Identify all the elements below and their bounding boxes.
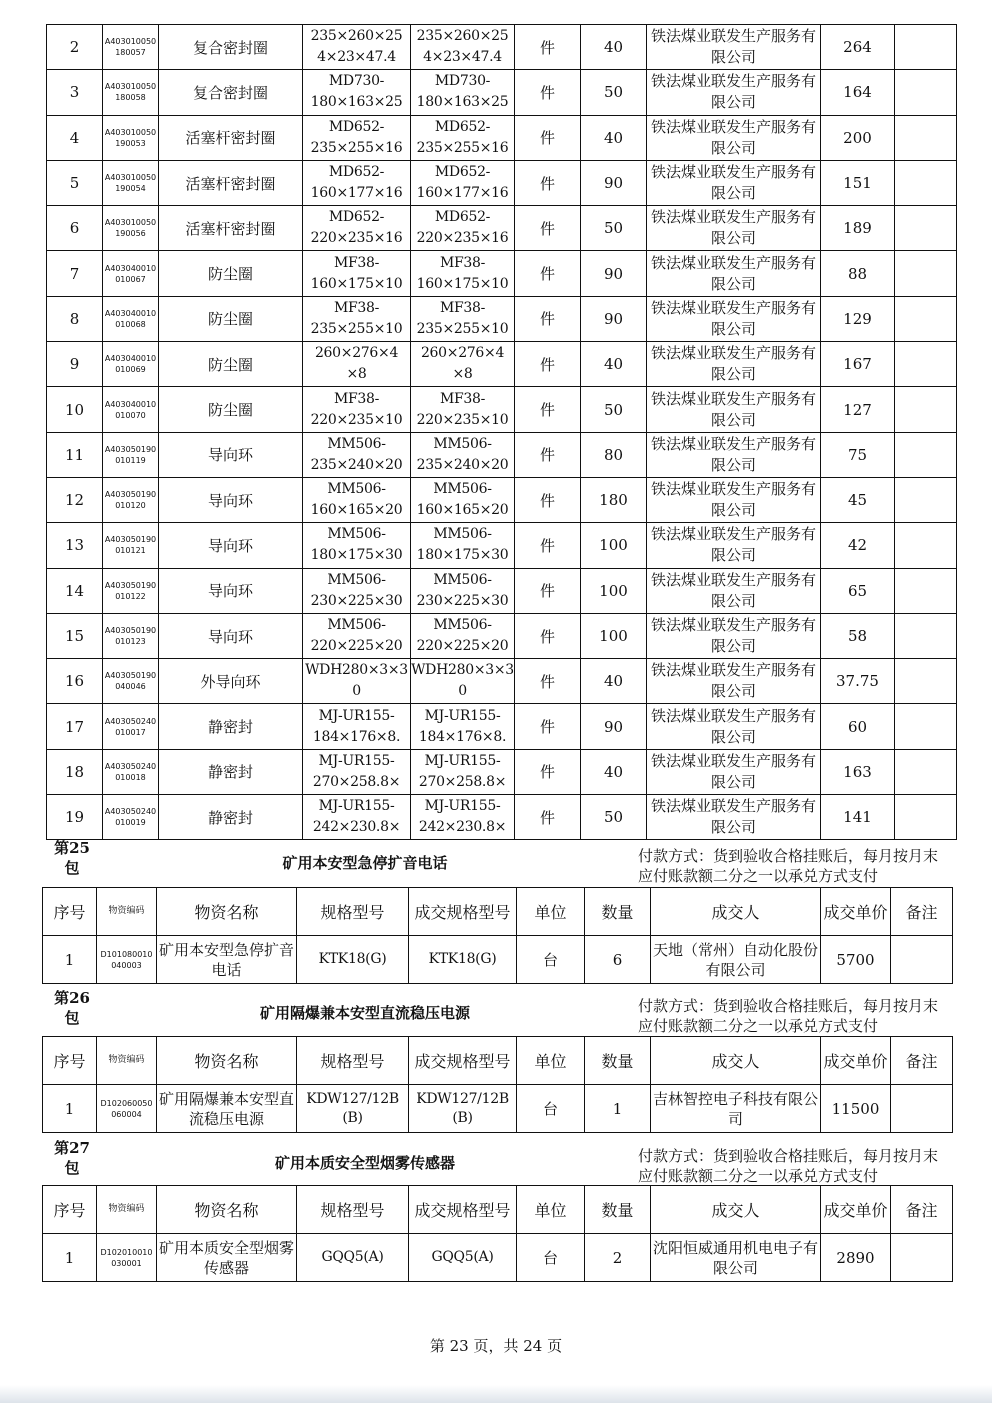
qty-cell: 90 <box>581 160 647 205</box>
vendor-cell: 铁法煤业联发生产服务有限公司 <box>647 25 821 70</box>
header-code: 物资编码 <box>97 888 157 936</box>
header-spec: 规格型号 <box>297 1186 409 1234</box>
vendor-cell: 铁法煤业联发生产服务有限公司 <box>647 795 821 840</box>
header-code: 物资编码 <box>97 1037 157 1085</box>
table-row <box>47 613 957 658</box>
seq-cell: 15 <box>47 613 103 658</box>
vendor-cell: 铁法煤业联发生产服务有限公司 <box>647 251 821 296</box>
name-cell: 复合密封圈 <box>159 70 303 115</box>
deal-spec-cell: MF38- 160×175×10 <box>411 251 515 296</box>
seq-cell: 6 <box>47 206 103 251</box>
unit-cell: 件 <box>515 749 581 794</box>
name-cell: 防尘圈 <box>159 342 303 387</box>
price-cell: 167 <box>821 342 895 387</box>
header-note: 备注 <box>891 1186 953 1234</box>
qty-cell: 180 <box>581 477 647 522</box>
name-cell: 外导向环 <box>159 659 303 704</box>
note-cell <box>891 936 953 984</box>
qty-cell: 40 <box>581 25 647 70</box>
vendor-cell: 铁法煤业联发生产服务有限公司 <box>647 387 821 432</box>
price-cell: 200 <box>821 115 895 160</box>
name-cell: 导向环 <box>159 477 303 522</box>
name-cell: 防尘圈 <box>159 251 303 296</box>
seq-cell: 3 <box>47 70 103 115</box>
seq-cell: 8 <box>47 296 103 341</box>
deal-spec-cell: KDW127/12B (B) <box>409 1085 517 1133</box>
package-title: 矿用本质安全型烟雾传感器 <box>274 1154 455 1172</box>
unit-cell: 件 <box>515 387 581 432</box>
unit-cell: 台 <box>517 936 585 984</box>
header-note: 备注 <box>891 1037 953 1085</box>
note-cell <box>895 523 957 568</box>
seq-cell: 17 <box>47 704 103 749</box>
unit-cell: 件 <box>515 25 581 70</box>
header-code: 物资编码 <box>97 1186 157 1234</box>
qty-cell: 90 <box>581 704 647 749</box>
code-cell: A403050190 010121 <box>103 523 159 568</box>
package-title: 矿用本安型急停扩音电话 <box>282 854 448 872</box>
note-cell <box>895 795 957 840</box>
qty-cell: 90 <box>581 251 647 296</box>
note-cell <box>895 251 957 296</box>
header-note: 备注 <box>891 888 953 936</box>
deal-spec-cell: 235×260×25 4×23×47.4 <box>411 25 515 70</box>
spec-cell: MD652- 160×177×16 <box>303 160 411 205</box>
unit-cell: 件 <box>515 568 581 613</box>
package-table <box>42 887 953 984</box>
seq-cell: 1 <box>43 1085 97 1133</box>
name-cell: 导向环 <box>159 432 303 477</box>
seq-cell: 12 <box>47 477 103 522</box>
note-cell <box>895 296 957 341</box>
code-cell: A403050190 040046 <box>103 659 159 704</box>
code-cell: D102060050 060004 <box>97 1085 157 1133</box>
seq-cell: 10 <box>47 387 103 432</box>
price-cell: 11500 <box>821 1085 891 1133</box>
vendor-cell: 铁法煤业联发生产服务有限公司 <box>647 613 821 658</box>
spec-cell: 235×260×25 4×23×47.4 <box>303 25 411 70</box>
header-deal-spec: 成交规格型号 <box>409 888 517 936</box>
note-cell <box>895 477 957 522</box>
qty-cell: 50 <box>581 206 647 251</box>
unit-cell: 件 <box>515 523 581 568</box>
deal-spec-cell: MM506- 180×175×30 <box>411 523 515 568</box>
seq-cell: 4 <box>47 115 103 160</box>
header-deal-spec: 成交规格型号 <box>409 1186 517 1234</box>
table-row <box>43 1085 953 1133</box>
name-cell: 静密封 <box>159 749 303 794</box>
seq-cell: 1 <box>43 936 97 984</box>
header-qty: 数量 <box>585 888 651 936</box>
vendor-cell: 铁法煤业联发生产服务有限公司 <box>647 749 821 794</box>
seq-cell: 13 <box>47 523 103 568</box>
header-deal-spec: 成交规格型号 <box>409 1037 517 1085</box>
package-label: 第25 包 <box>54 839 90 877</box>
code-cell: A403050240 010019 <box>103 795 159 840</box>
name-cell: 防尘圈 <box>159 387 303 432</box>
seq-cell: 5 <box>47 160 103 205</box>
code-cell: A403050190 010123 <box>103 613 159 658</box>
price-cell: 88 <box>821 251 895 296</box>
name-cell: 活塞杆密封圈 <box>159 115 303 160</box>
table-row <box>47 659 957 704</box>
price-cell: 189 <box>821 206 895 251</box>
deal-spec-cell: MD652- 235×255×16 <box>411 115 515 160</box>
qty-cell: 6 <box>585 936 651 984</box>
vendor-cell: 铁法煤业联发生产服务有限公司 <box>647 659 821 704</box>
note-cell <box>895 115 957 160</box>
note-cell <box>895 613 957 658</box>
note-cell <box>895 749 957 794</box>
price-cell: 264 <box>821 25 895 70</box>
vendor-cell: 铁法煤业联发生产服务有限公司 <box>647 477 821 522</box>
price-cell: 141 <box>821 795 895 840</box>
table-row <box>47 251 957 296</box>
price-cell: 163 <box>821 749 895 794</box>
unit-cell: 件 <box>515 795 581 840</box>
name-cell: 矿用本安型急停扩音电话 <box>157 936 297 984</box>
name-cell: 静密封 <box>159 795 303 840</box>
spec-cell: MD652- 220×235×16 <box>303 206 411 251</box>
price-cell: 5700 <box>821 936 891 984</box>
table-row <box>47 115 957 160</box>
vendor-cell: 铁法煤业联发生产服务有限公司 <box>647 432 821 477</box>
code-cell: A403010050 180057 <box>103 25 159 70</box>
table-row <box>47 70 957 115</box>
spec-cell: MJ-UR155- 270×258.8× <box>303 749 411 794</box>
qty-cell: 40 <box>581 749 647 794</box>
vendor-cell: 铁法煤业联发生产服务有限公司 <box>647 523 821 568</box>
unit-cell: 件 <box>515 659 581 704</box>
qty-cell: 80 <box>581 432 647 477</box>
code-cell: A403050190 010120 <box>103 477 159 522</box>
header-unit: 单位 <box>517 1037 585 1085</box>
name-cell: 活塞杆密封圈 <box>159 160 303 205</box>
table-row <box>47 296 957 341</box>
vendor-cell: 铁法煤业联发生产服务有限公司 <box>647 160 821 205</box>
qty-cell: 100 <box>581 523 647 568</box>
header-seq: 序号 <box>43 888 97 936</box>
qty-cell: 40 <box>581 659 647 704</box>
note-cell <box>895 387 957 432</box>
spec-cell: MF38- 220×235×10 <box>303 387 411 432</box>
note-cell <box>895 206 957 251</box>
header-row <box>43 1186 953 1234</box>
note-cell <box>895 160 957 205</box>
qty-cell: 40 <box>581 342 647 387</box>
spec-cell: MD730- 180×163×25 <box>303 70 411 115</box>
table-row <box>47 795 957 840</box>
table-row <box>47 749 957 794</box>
package-title: 矿用隔爆兼本安型直流稳压电源 <box>259 1004 470 1022</box>
deal-spec-cell: MF38- 235×255×10 <box>411 296 515 341</box>
qty-cell: 50 <box>581 70 647 115</box>
qty-cell: 100 <box>581 613 647 658</box>
seq-cell: 16 <box>47 659 103 704</box>
header-name: 物资名称 <box>157 1186 297 1234</box>
vendor-cell: 铁法煤业联发生产服务有限公司 <box>647 296 821 341</box>
header-price: 成交单价 <box>821 888 891 936</box>
seq-cell: 2 <box>47 25 103 70</box>
payment-terms: 付款方式：货到验收合格挂账后，每月按月末应付账款额二分之一以承兑方式支付 <box>638 1147 939 1185</box>
table-row <box>43 1234 953 1282</box>
qty-cell: 90 <box>581 296 647 341</box>
header-seq: 序号 <box>43 1037 97 1085</box>
qty-cell: 40 <box>581 115 647 160</box>
vendor-cell: 铁法煤业联发生产服务有限公司 <box>647 704 821 749</box>
code-cell: A403040010 010068 <box>103 296 159 341</box>
name-cell: 导向环 <box>159 568 303 613</box>
materials-table <box>46 24 957 840</box>
table-row <box>47 704 957 749</box>
unit-cell: 件 <box>515 160 581 205</box>
price-cell: 60 <box>821 704 895 749</box>
deal-spec-cell: MM506- 220×225×20 <box>411 613 515 658</box>
unit-cell: 件 <box>515 251 581 296</box>
name-cell: 矿用本质安全型烟雾传感器 <box>157 1234 297 1282</box>
code-cell: A403050190 010122 <box>103 568 159 613</box>
note-cell <box>895 25 957 70</box>
code-cell: D101080010 040003 <box>97 936 157 984</box>
code-cell: A403010050 190056 <box>103 206 159 251</box>
code-cell: A403040010 010070 <box>103 387 159 432</box>
name-cell: 复合密封圈 <box>159 25 303 70</box>
spec-cell: MM506- 180×175×30 <box>303 523 411 568</box>
seq-cell: 11 <box>47 432 103 477</box>
code-cell: A403050240 010017 <box>103 704 159 749</box>
unit-cell: 件 <box>515 342 581 387</box>
package-label: 第27 包 <box>54 1139 90 1177</box>
table-row <box>43 936 953 984</box>
header-spec: 规格型号 <box>297 1037 409 1085</box>
header-vendor: 成交人 <box>651 888 821 936</box>
spec-cell: MM506- 235×240×20 <box>303 432 411 477</box>
spec-cell: MM506- 230×225×30 <box>303 568 411 613</box>
deal-spec-cell: MF38- 220×235×10 <box>411 387 515 432</box>
payment-terms: 付款方式：货到验收合格挂账后，每月按月末应付账款额二分之一以承兑方式支付 <box>638 847 939 885</box>
price-cell: 127 <box>821 387 895 432</box>
table-row <box>47 523 957 568</box>
spec-cell: MM506- 220×225×20 <box>303 613 411 658</box>
name-cell: 矿用隔爆兼本安型直流稳压电源 <box>157 1085 297 1133</box>
page-number: 第 23 页，共 24 页 <box>429 1337 563 1355</box>
deal-spec-cell: 260×276×4 ×8 <box>411 342 515 387</box>
price-cell: 75 <box>821 432 895 477</box>
vendor-cell: 铁法煤业联发生产服务有限公司 <box>647 115 821 160</box>
unit-cell: 台 <box>517 1085 585 1133</box>
header-price: 成交单价 <box>821 1037 891 1085</box>
code-cell: D102010010 030001 <box>97 1234 157 1282</box>
header-vendor: 成交人 <box>651 1186 821 1234</box>
spec-cell: MM506- 160×165×20 <box>303 477 411 522</box>
note-cell <box>895 704 957 749</box>
deal-spec-cell: MD652- 220×235×16 <box>411 206 515 251</box>
table-row <box>47 160 957 205</box>
spec-cell: MD652- 235×255×16 <box>303 115 411 160</box>
header-row <box>43 888 953 936</box>
header-qty: 数量 <box>585 1037 651 1085</box>
spec-cell: KTK18(G) <box>297 936 409 984</box>
name-cell: 导向环 <box>159 613 303 658</box>
unit-cell: 件 <box>515 115 581 160</box>
seq-cell: 14 <box>47 568 103 613</box>
unit-cell: 件 <box>515 432 581 477</box>
spec-cell: GQQ5(A) <box>297 1234 409 1282</box>
payment-terms: 付款方式：货到验收合格挂账后，每月按月末应付账款额二分之一以承兑方式支付 <box>638 997 939 1035</box>
code-cell: A403010050 190053 <box>103 115 159 160</box>
seq-cell: 18 <box>47 749 103 794</box>
vendor-cell: 天地（常州）自动化股份有限公司 <box>651 936 821 984</box>
deal-spec-cell: GQQ5(A) <box>409 1234 517 1282</box>
deal-spec-cell: MD652- 160×177×16 <box>411 160 515 205</box>
header-seq: 序号 <box>43 1186 97 1234</box>
price-cell: 37.75 <box>821 659 895 704</box>
header-unit: 单位 <box>517 1186 585 1234</box>
materials-table-body <box>47 25 957 840</box>
price-cell: 58 <box>821 613 895 658</box>
package-table <box>42 1185 953 1282</box>
name-cell: 静密封 <box>159 704 303 749</box>
qty-cell: 50 <box>581 387 647 432</box>
spec-cell: MJ-UR155- 242×230.8× <box>303 795 411 840</box>
unit-cell: 台 <box>517 1234 585 1282</box>
header-price: 成交单价 <box>821 1186 891 1234</box>
header-name: 物资名称 <box>157 888 297 936</box>
note-cell <box>895 432 957 477</box>
table-row <box>47 432 957 477</box>
unit-cell: 件 <box>515 296 581 341</box>
package-table <box>42 1036 953 1133</box>
name-cell: 活塞杆密封圈 <box>159 206 303 251</box>
deal-spec-cell: KTK18(G) <box>409 936 517 984</box>
seq-cell: 9 <box>47 342 103 387</box>
code-cell: A403010050 180058 <box>103 70 159 115</box>
unit-cell: 件 <box>515 477 581 522</box>
spec-cell: WDH280×3×3 0 <box>303 659 411 704</box>
deal-spec-cell: MD730- 180×163×25 <box>411 70 515 115</box>
price-cell: 151 <box>821 160 895 205</box>
vendor-cell: 铁法煤业联发生产服务有限公司 <box>647 568 821 613</box>
code-cell: A403010050 190054 <box>103 160 159 205</box>
table-row <box>47 342 957 387</box>
vendor-cell: 铁法煤业联发生产服务有限公司 <box>647 70 821 115</box>
deal-spec-cell: MJ-UR155- 242×230.8× <box>411 795 515 840</box>
header-vendor: 成交人 <box>651 1037 821 1085</box>
code-cell: A403040010 010069 <box>103 342 159 387</box>
spec-cell: MJ-UR155- 184×176×8. <box>303 704 411 749</box>
name-cell: 导向环 <box>159 523 303 568</box>
price-cell: 65 <box>821 568 895 613</box>
header-name: 物资名称 <box>157 1037 297 1085</box>
code-cell: A403050190 010119 <box>103 432 159 477</box>
price-cell: 45 <box>821 477 895 522</box>
note-cell <box>891 1085 953 1133</box>
vendor-cell: 铁法煤业联发生产服务有限公司 <box>647 342 821 387</box>
qty-cell: 1 <box>585 1085 651 1133</box>
table-row <box>47 206 957 251</box>
unit-cell: 件 <box>515 613 581 658</box>
name-cell: 防尘圈 <box>159 296 303 341</box>
header-spec: 规格型号 <box>297 888 409 936</box>
package-label: 第26 包 <box>54 989 90 1027</box>
table-row <box>47 568 957 613</box>
scan-edge <box>0 1385 992 1403</box>
code-cell: A403040010 010067 <box>103 251 159 296</box>
deal-spec-cell: WDH280×3×3 0 <box>411 659 515 704</box>
qty-cell: 100 <box>581 568 647 613</box>
qty-cell: 50 <box>581 795 647 840</box>
note-cell <box>895 342 957 387</box>
price-cell: 164 <box>821 70 895 115</box>
seq-cell: 1 <box>43 1234 97 1282</box>
deal-spec-cell: MJ-UR155- 270×258.8× <box>411 749 515 794</box>
price-cell: 42 <box>821 523 895 568</box>
vendor-cell: 吉林智控电子科技有限公司 <box>651 1085 821 1133</box>
note-cell <box>895 70 957 115</box>
spec-cell: KDW127/12B (B) <box>297 1085 409 1133</box>
table-row <box>47 477 957 522</box>
deal-spec-cell: MM506- 230×225×30 <box>411 568 515 613</box>
vendor-cell: 铁法煤业联发生产服务有限公司 <box>647 206 821 251</box>
spec-cell: MF38- 235×255×10 <box>303 296 411 341</box>
qty-cell: 2 <box>585 1234 651 1282</box>
price-cell: 2890 <box>821 1234 891 1282</box>
note-cell <box>895 659 957 704</box>
unit-cell: 件 <box>515 206 581 251</box>
header-row <box>43 1037 953 1085</box>
vendor-cell: 沈阳恒威通用机电电子有限公司 <box>651 1234 821 1282</box>
header-unit: 单位 <box>517 888 585 936</box>
spec-cell: MF38- 160×175×10 <box>303 251 411 296</box>
seq-cell: 7 <box>47 251 103 296</box>
unit-cell: 件 <box>515 70 581 115</box>
deal-spec-cell: MJ-UR155- 184×176×8. <box>411 704 515 749</box>
table-row <box>47 387 957 432</box>
spec-cell: 260×276×4 ×8 <box>303 342 411 387</box>
price-cell: 129 <box>821 296 895 341</box>
seq-cell: 19 <box>47 795 103 840</box>
note-cell <box>891 1234 953 1282</box>
table-row <box>47 25 957 70</box>
header-qty: 数量 <box>585 1186 651 1234</box>
deal-spec-cell: MM506- 160×165×20 <box>411 477 515 522</box>
deal-spec-cell: MM506- 235×240×20 <box>411 432 515 477</box>
unit-cell: 件 <box>515 704 581 749</box>
code-cell: A403050240 010018 <box>103 749 159 794</box>
note-cell <box>895 568 957 613</box>
